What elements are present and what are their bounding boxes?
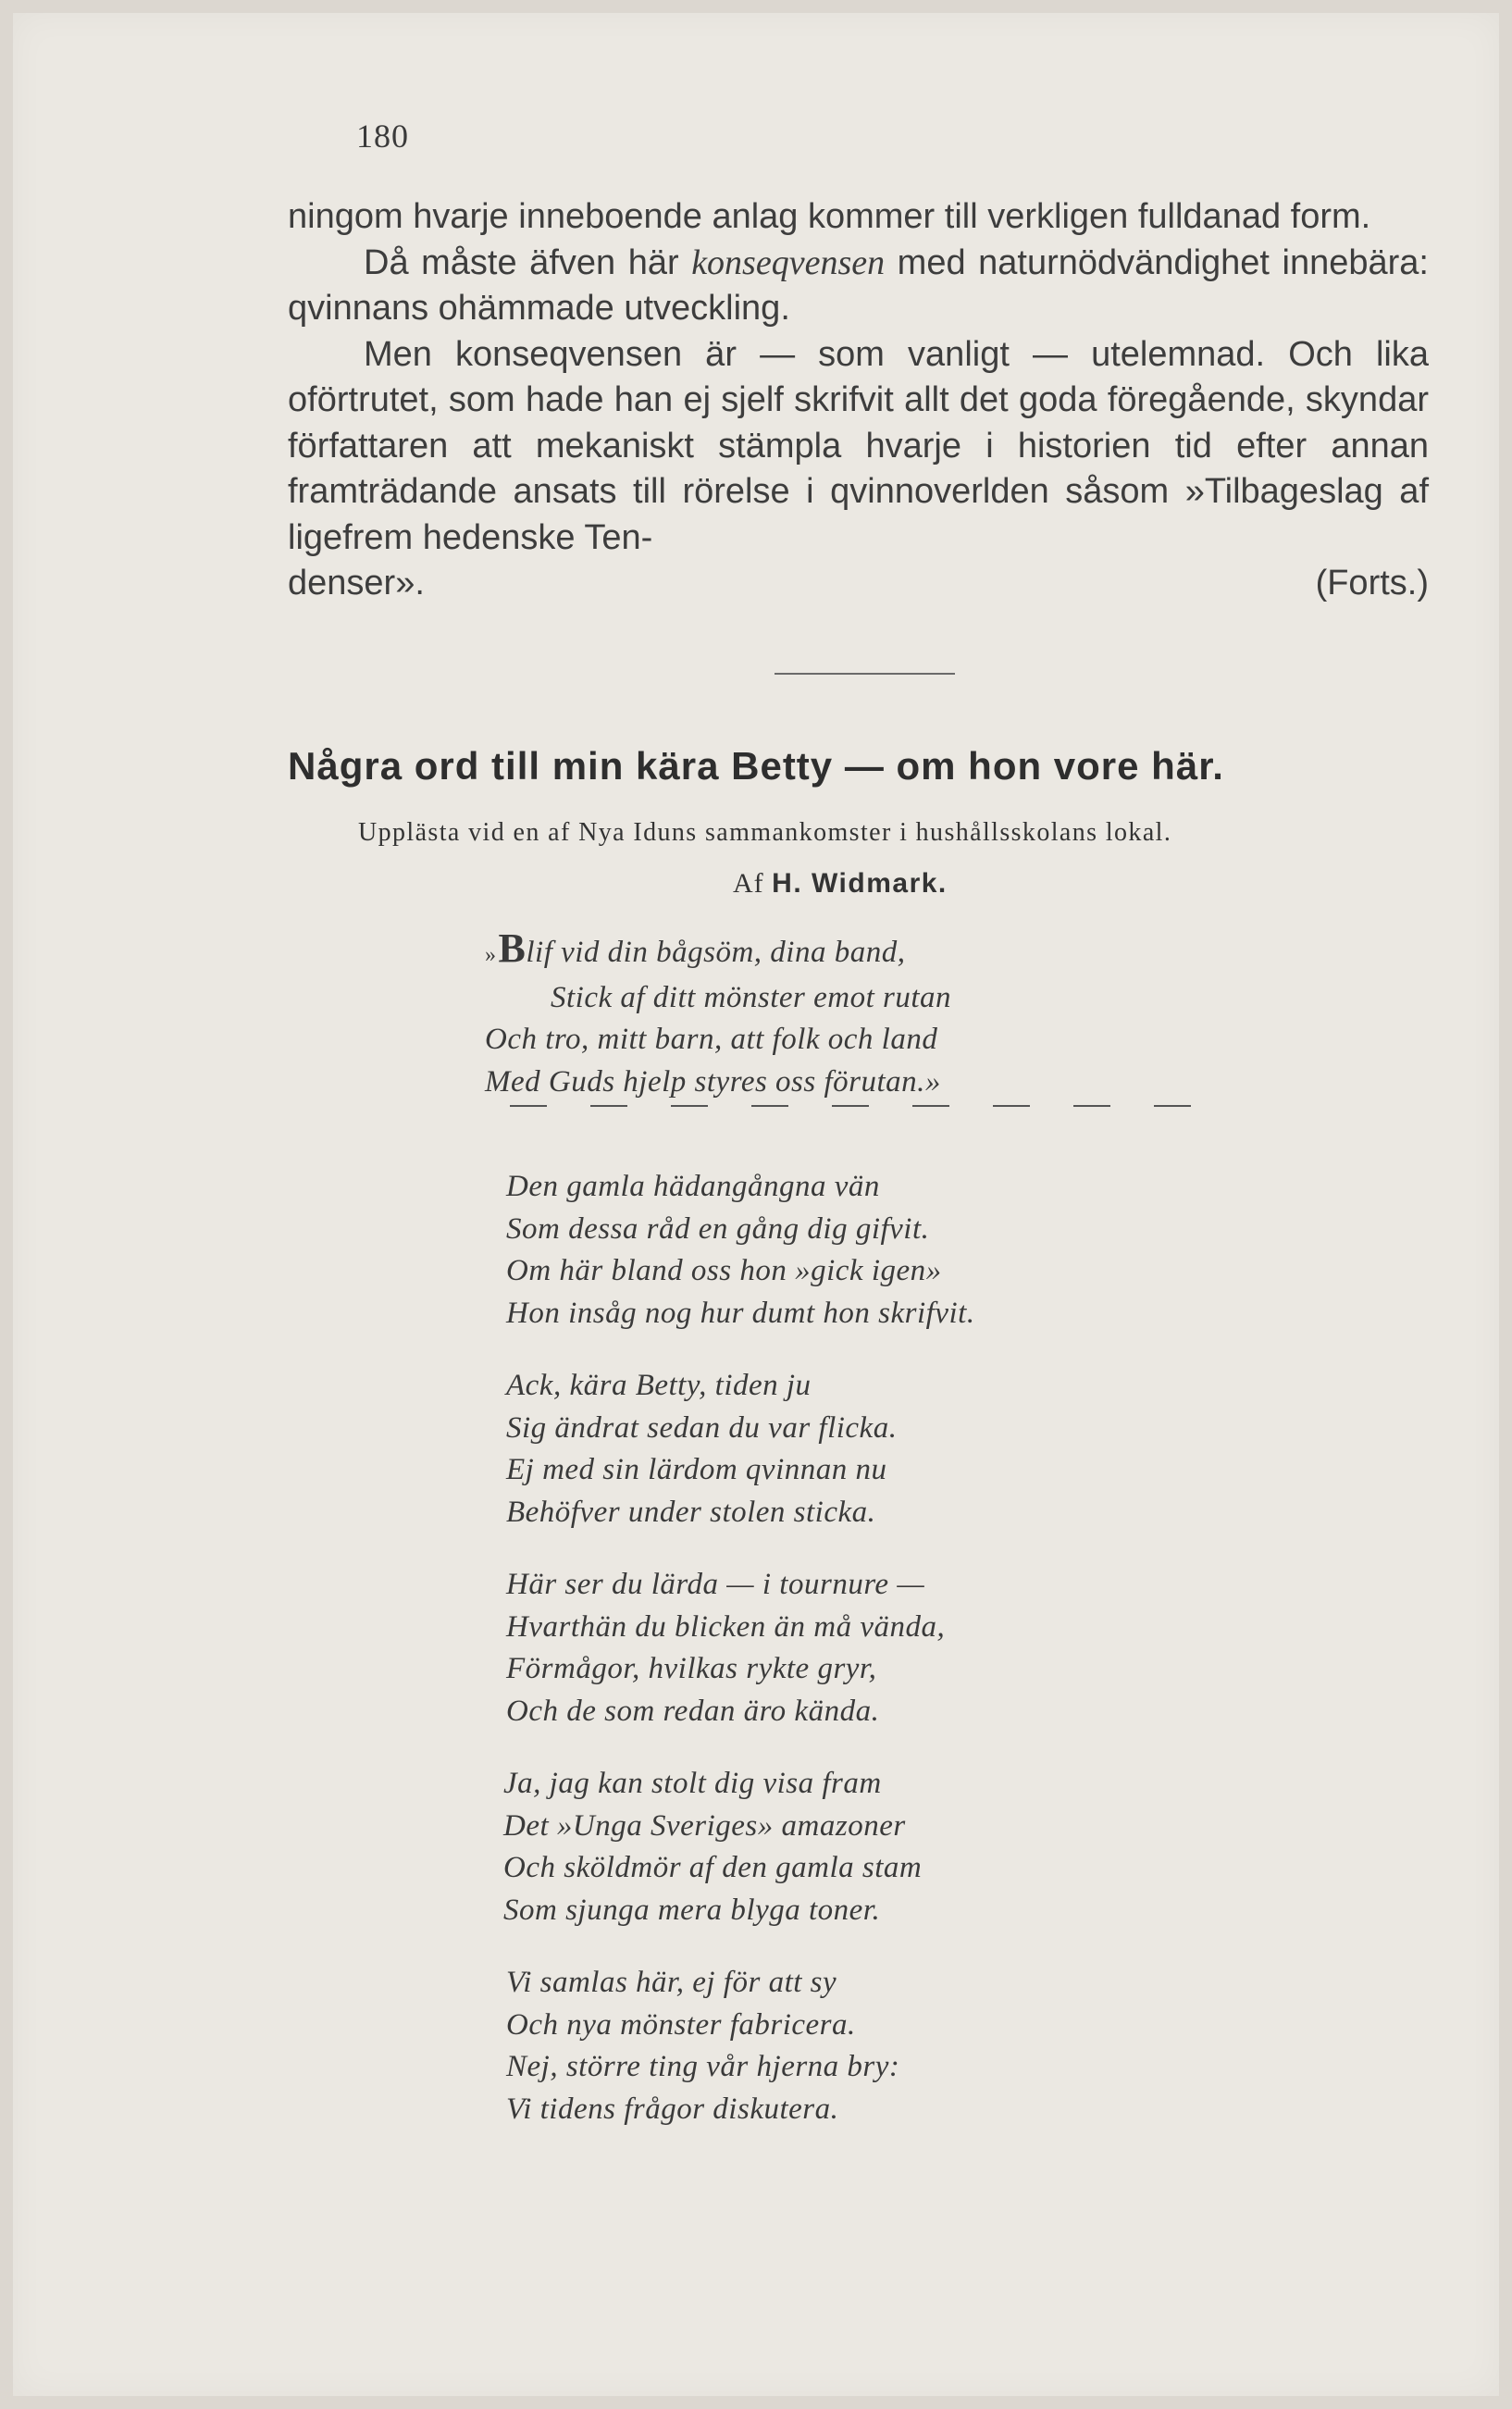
poem-stanza-3 (506, 1564, 945, 1732)
poem-line: Vi tidens frågor diskutera. (506, 2092, 839, 2126)
article-title: Några ord till min kära Betty — om hon vore här. (288, 744, 1224, 788)
article-author (733, 868, 948, 900)
poem-line: Behöfver under stolen sticka. (506, 1495, 876, 1529)
poem-line: Hon insåg nog hur dumt hon skrifvit. (506, 1296, 975, 1330)
poem-line: Här ser du lärda — i tournure — (506, 1568, 925, 1601)
paragraph-1: ningom hvarje inneboende anlag kommer till verkligen fulldanad form. (288, 197, 1371, 236)
poem-line: Som sjunga mera blyga toner. (503, 1893, 881, 1927)
poem-stanza-4 (503, 1763, 922, 1931)
paragraph-2-end: med naturnödvändighet innebära: qvinnans ohämmade utveckling. (288, 242, 1429, 328)
poem-line: Som dessa råd en gång dig gifvit. (506, 1211, 930, 1246)
drop-cap: B (498, 925, 527, 971)
poem-line: Stick af ditt mönster emot rutan (551, 980, 952, 1014)
author-name: H. Widmark. (772, 868, 948, 899)
paragraph-2 (288, 241, 1429, 332)
author-prefix: Af (733, 868, 764, 899)
poem-line: Den gamla hädangångna vän (506, 1170, 880, 1203)
poem-line: Och sköldmör af den gamla stam (503, 1851, 923, 1884)
epigraph-line-1: lif vid din bågsöm, dina band, (526, 936, 906, 969)
poem-line: Om här bland oss hon »gick igen» (506, 1254, 942, 1287)
poem-line: Ja, jag kan stolt dig visa fram (503, 1767, 882, 1800)
continued-note: (Forts.) (1315, 564, 1429, 602)
emphasis-konseqvensen: konseqvensen (691, 242, 886, 282)
poem-stanza-2 (506, 1365, 897, 1534)
article-subtitle: Upplästa vid en af Nya Iduns sammankomster i hushållsskolans lokal. (358, 818, 1172, 847)
paragraph-3-last-line (288, 561, 1429, 607)
poem-line: Och de som redan äro kända. (506, 1694, 880, 1728)
opening-quote: » (485, 943, 497, 967)
poem-line: Ack, kära Betty, tiden ju (506, 1369, 812, 1402)
poem-line: Ej med sin lärdom qvinnan nu (506, 1453, 887, 1486)
poem-stanza-1 (506, 1166, 975, 1335)
book-page (13, 13, 1499, 2396)
poem-line: Med Guds hjelp styres oss förutan.» (485, 1064, 941, 1099)
paragraph-3-end: denser». (288, 564, 425, 602)
poem-epigraph (485, 927, 951, 1103)
poem-line: Och tro, mitt barn, att folk och land (485, 1023, 938, 1056)
poem-line: Sig ändrat sedan du var flicka. (506, 1410, 898, 1445)
poem-line: Och nya mönster fabricera. (506, 2007, 856, 2042)
page-number: 180 (356, 118, 409, 155)
poem-line: Hvarthän du blicken än må vända, (506, 1609, 946, 1644)
poem-line: Förmågor, hvilkas rykte gryr, (506, 1652, 877, 1685)
paragraph-2-start: Då måste äfven här (364, 242, 692, 282)
poem-line (485, 927, 951, 977)
paragraph-3: Men konseqvensen är — som vanligt — utelemnad. Och lika oförtrutet, som hade han ej sjelf skrifvit allt det goda föregående, skyndar författaren att mekaniskt stämpla hvarje i historien tid efter annan framträdande ansats till rörelse i qvinnoverlden såsom »Tilbageslag af ligefrem hedenske Ten- (288, 334, 1429, 557)
poem-stanza-5 (506, 1962, 899, 2130)
poem-line: Det »Unga Sveriges» amazoner (503, 1808, 906, 1843)
dash-separator (510, 1105, 1191, 1107)
poem-line: Vi samlas här, ej för att sy (506, 1966, 837, 1999)
section-divider (775, 673, 955, 675)
poem-line: Nej, större ting vår hjerna bry: (506, 2050, 900, 2083)
article-continuation (288, 194, 1429, 607)
